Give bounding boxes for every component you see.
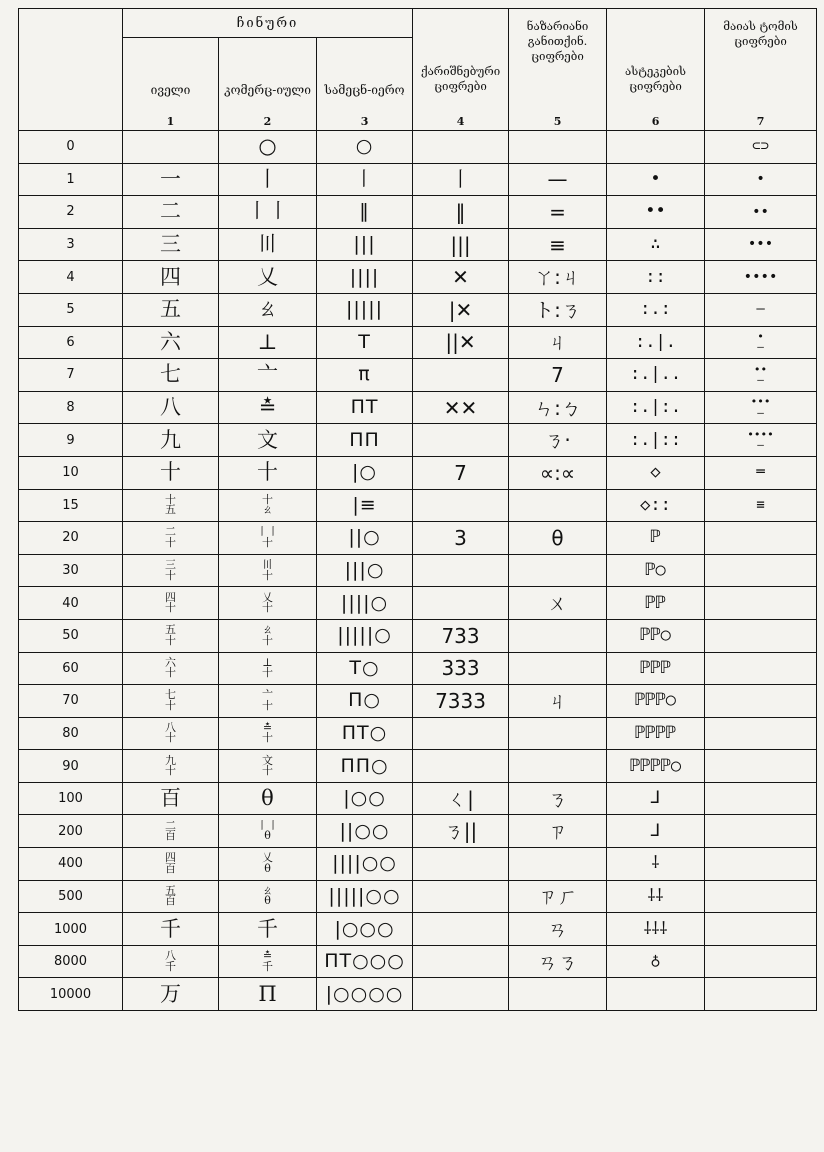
column-number-7: 7 xyxy=(705,102,817,131)
row-number-cell: 400 xyxy=(19,848,123,881)
glyph-cell-col-4: ‖ xyxy=(413,196,509,229)
glyph-cell-col-2: 乂 十 xyxy=(219,587,317,620)
glyph-cell-col-4: ||✕ xyxy=(413,326,509,359)
glyph-cell-col-7 xyxy=(705,913,817,946)
glyph-cell-col-6: ℙℙℙ○ xyxy=(607,685,705,718)
glyph-cell-col-7 xyxy=(705,978,817,1011)
glyph-cell-col-3: ПП xyxy=(317,424,413,457)
glyph-cell-col-2: ≛ 千 xyxy=(219,945,317,978)
table-row xyxy=(19,587,817,620)
glyph-cell-col-3: 丨 xyxy=(317,163,413,196)
row-number-cell: 6 xyxy=(19,326,123,359)
glyph-cell-col-2: ⊥ 十 xyxy=(219,652,317,685)
row-number-cell: 7 xyxy=(19,359,123,392)
table-row xyxy=(19,261,817,294)
row-number-cell: 1 xyxy=(19,163,123,196)
glyph-cell-col-7 xyxy=(705,522,817,555)
table-row xyxy=(19,717,817,750)
glyph-cell-col-4 xyxy=(413,750,509,783)
glyph-cell-col-5: ㄐ xyxy=(509,326,607,359)
glyph-cell-col-2: θ xyxy=(219,782,317,815)
row-number-cell: 80 xyxy=(19,717,123,750)
glyph-cell-col-1: 七 十 xyxy=(123,685,219,718)
glyph-cell-col-5: ㄋ· xyxy=(509,424,607,457)
row-number-cell: 50 xyxy=(19,619,123,652)
glyph-cell-col-4 xyxy=(413,913,509,946)
glyph-cell-col-6: ◇ xyxy=(607,456,705,489)
glyph-cell-col-6: ⅃ xyxy=(607,815,705,848)
chinese-group-header: ჩინური xyxy=(123,9,413,38)
row-number-cell: 3 xyxy=(19,228,123,261)
glyph-cell-col-7: — xyxy=(705,293,817,326)
glyph-cell-col-6: ℙℙℙℙ xyxy=(607,717,705,750)
glyph-cell-col-2: 〣 十 xyxy=(219,554,317,587)
glyph-cell-col-4: ㄋ|| xyxy=(413,815,509,848)
column-number-5: 5 xyxy=(509,102,607,131)
glyph-cell-col-7 xyxy=(705,717,817,750)
glyph-cell-col-6: ♁ xyxy=(607,945,705,978)
glyph-cell-col-2: Π xyxy=(219,978,317,1011)
glyph-cell-col-1: 八 十 xyxy=(123,717,219,750)
table-row xyxy=(19,815,817,848)
glyph-cell-col-6: ℙℙ xyxy=(607,587,705,620)
glyph-cell-col-6: ℙ○ xyxy=(607,554,705,587)
column-header-7: მაიას ტომის ციფრები xyxy=(705,9,817,103)
glyph-cell-col-4 xyxy=(413,587,509,620)
glyph-cell-col-1: 百 xyxy=(123,782,219,815)
glyph-cell-col-1: 七 xyxy=(123,359,219,392)
glyph-cell-col-2: ⊥ xyxy=(219,326,317,359)
glyph-cell-col-1: 八 千 xyxy=(123,945,219,978)
glyph-cell-col-1: 一 xyxy=(123,163,219,196)
glyph-cell-col-5: ≡ xyxy=(509,228,607,261)
glyph-cell-col-5: θ xyxy=(509,522,607,555)
glyph-cell-col-3: ПТ○ xyxy=(317,717,413,750)
glyph-cell-col-1: 六 xyxy=(123,326,219,359)
glyph-cell-col-3: |○○○○ xyxy=(317,978,413,1011)
row-number-cell: 8000 xyxy=(19,945,123,978)
glyph-cell-col-2: 十 ㄠ xyxy=(219,489,317,522)
glyph-cell-col-6: ∴ xyxy=(607,228,705,261)
glyph-cell-col-3: ‖ xyxy=(317,196,413,229)
column-header-5: ნაზარიანი განითქინ. ციფრები xyxy=(509,9,607,103)
column-number-3: 3 xyxy=(317,102,413,131)
table-row xyxy=(19,293,817,326)
glyph-cell-col-1: 五 xyxy=(123,293,219,326)
glyph-cell-col-3: Π○ xyxy=(317,685,413,718)
glyph-cell-col-5 xyxy=(509,750,607,783)
column-number-4: 4 xyxy=(413,102,509,131)
row-number-cell: 70 xyxy=(19,685,123,718)
table-row xyxy=(19,685,817,718)
glyph-cell-col-1: 五 十 xyxy=(123,619,219,652)
glyph-cell-col-6: :: xyxy=(607,261,705,294)
glyph-cell-col-7: •• — xyxy=(705,359,817,392)
glyph-cell-col-3: ○ xyxy=(317,131,413,164)
glyph-cell-col-6: ⸸ xyxy=(607,848,705,881)
table-row xyxy=(19,880,817,913)
glyph-cell-col-3: ||||○ xyxy=(317,587,413,620)
column-number-6: 6 xyxy=(607,102,705,131)
glyph-cell-col-1: 四 十 xyxy=(123,587,219,620)
glyph-cell-col-7: •• xyxy=(705,196,817,229)
table-row xyxy=(19,848,817,881)
row-number-cell: 2 xyxy=(19,196,123,229)
numeral-systems-table xyxy=(18,8,817,1011)
row-number-cell: 15 xyxy=(19,489,123,522)
glyph-cell-col-6: •• xyxy=(607,196,705,229)
glyph-cell-col-1: 六 十 xyxy=(123,652,219,685)
glyph-cell-col-4 xyxy=(413,424,509,457)
row-number-cell: 200 xyxy=(19,815,123,848)
row-number-cell: 10000 xyxy=(19,978,123,1011)
glyph-cell-col-4: 3 xyxy=(413,522,509,555)
row-number-cell: 4 xyxy=(19,261,123,294)
glyph-cell-col-1: 十 xyxy=(123,456,219,489)
row-number-cell: 5 xyxy=(19,293,123,326)
glyph-cell-col-5 xyxy=(509,652,607,685)
glyph-cell-col-3: |||| xyxy=(317,261,413,294)
row-number-cell: 8 xyxy=(19,391,123,424)
glyph-cell-col-7: ••• — xyxy=(705,391,817,424)
glyph-cell-col-3: ПТ xyxy=(317,391,413,424)
glyph-cell-col-6: ℙ xyxy=(607,522,705,555)
column-header-3: სამეცნ-იერო xyxy=(317,38,413,103)
corner-cell xyxy=(19,9,123,131)
glyph-cell-col-5 xyxy=(509,489,607,522)
row-number-cell: 9 xyxy=(19,424,123,457)
glyph-cell-col-3: π xyxy=(317,359,413,392)
glyph-cell-col-2: 十 xyxy=(219,456,317,489)
glyph-cell-col-1: 九 十 xyxy=(123,750,219,783)
glyph-cell-col-1: 三 十 xyxy=(123,554,219,587)
glyph-cell-col-2: ≛ xyxy=(219,391,317,424)
glyph-cell-col-5: ㄗ xyxy=(509,815,607,848)
glyph-cell-col-5: ∝:∝ xyxy=(509,456,607,489)
table-row xyxy=(19,391,817,424)
glyph-cell-col-7 xyxy=(705,782,817,815)
glyph-cell-col-4: |✕ xyxy=(413,293,509,326)
glyph-cell-col-3: ||||○○ xyxy=(317,848,413,881)
glyph-cell-col-4 xyxy=(413,880,509,913)
glyph-cell-col-4 xyxy=(413,131,509,164)
glyph-cell-col-2: 乂 θ xyxy=(219,848,317,881)
glyph-cell-col-2: 乂 xyxy=(219,261,317,294)
glyph-cell-col-2: 文 十 xyxy=(219,750,317,783)
glyph-cell-col-1: 三 xyxy=(123,228,219,261)
table-row xyxy=(19,652,817,685)
glyph-cell-col-2: ○ xyxy=(219,131,317,164)
glyph-cell-col-7: ••• xyxy=(705,228,817,261)
table-row xyxy=(19,978,817,1011)
glyph-cell-col-7 xyxy=(705,880,817,913)
glyph-cell-col-4: 7 xyxy=(413,456,509,489)
column-header-6: ასტეკების ციფრები xyxy=(607,9,705,103)
row-number-cell: 1000 xyxy=(19,913,123,946)
glyph-cell-col-5: ㄗㄏ xyxy=(509,880,607,913)
glyph-cell-col-7 xyxy=(705,750,817,783)
glyph-cell-col-2: 文 xyxy=(219,424,317,457)
row-number-cell: 10 xyxy=(19,456,123,489)
glyph-cell-col-7 xyxy=(705,945,817,978)
glyph-cell-col-7: •••• — xyxy=(705,424,817,457)
table-row xyxy=(19,228,817,261)
glyph-cell-col-2: ㄠ θ xyxy=(219,880,317,913)
glyph-cell-col-4 xyxy=(413,359,509,392)
glyph-cell-col-2: 亠 xyxy=(219,359,317,392)
glyph-cell-col-6 xyxy=(607,131,705,164)
glyph-cell-col-5: ト:ㄋ xyxy=(509,293,607,326)
glyph-cell-col-6: • xyxy=(607,163,705,196)
glyph-cell-col-4: 丨 xyxy=(413,163,509,196)
table-row xyxy=(19,196,817,229)
glyph-cell-col-5: 7 xyxy=(509,359,607,392)
glyph-cell-col-7 xyxy=(705,587,817,620)
glyph-cell-col-2: 千 xyxy=(219,913,317,946)
glyph-cell-col-5 xyxy=(509,131,607,164)
glyph-cell-col-5: ㄚ:ㄐ xyxy=(509,261,607,294)
glyph-cell-col-7: • xyxy=(705,163,817,196)
glyph-cell-col-1: 十 五 xyxy=(123,489,219,522)
glyph-cell-col-3: |≡ xyxy=(317,489,413,522)
table-row xyxy=(19,913,817,946)
glyph-cell-col-2: ≛ 十 xyxy=(219,717,317,750)
glyph-cell-col-3: |○○ xyxy=(317,782,413,815)
glyph-cell-col-2: 亠 十 xyxy=(219,685,317,718)
column-number-1: 1 xyxy=(123,102,219,131)
glyph-cell-col-6: :.|. xyxy=(607,326,705,359)
glyph-cell-col-5: ㄨ xyxy=(509,587,607,620)
glyph-cell-col-7: ⊂⊃ xyxy=(705,131,817,164)
table-row xyxy=(19,522,817,555)
glyph-cell-col-7 xyxy=(705,815,817,848)
glyph-cell-col-5 xyxy=(509,848,607,881)
glyph-cell-col-1: 九 xyxy=(123,424,219,457)
glyph-cell-col-5: ㄢ xyxy=(509,913,607,946)
glyph-cell-col-4 xyxy=(413,848,509,881)
glyph-cell-col-4: 333 xyxy=(413,652,509,685)
glyph-cell-col-5: = xyxy=(509,196,607,229)
glyph-cell-col-6: :.|:. xyxy=(607,391,705,424)
table-row xyxy=(19,131,817,164)
glyph-cell-col-1: 四 百 xyxy=(123,848,219,881)
glyph-cell-col-6: ⸸⸸⸸ xyxy=(607,913,705,946)
glyph-cell-col-7: ═ xyxy=(705,456,817,489)
glyph-cell-col-3: ПП○ xyxy=(317,750,413,783)
glyph-cell-col-4: ㄑ| xyxy=(413,782,509,815)
glyph-cell-col-6: ⸸⸸ xyxy=(607,880,705,913)
glyph-cell-col-7: ≡ xyxy=(705,489,817,522)
column-header-2: კომერც-იული xyxy=(219,38,317,103)
glyph-cell-col-2: 〣 xyxy=(219,228,317,261)
glyph-cell-col-1: 万 xyxy=(123,978,219,1011)
glyph-cell-col-6: ◇:: xyxy=(607,489,705,522)
glyph-cell-col-3: |○○○ xyxy=(317,913,413,946)
glyph-cell-col-2: ㄠ xyxy=(219,293,317,326)
glyph-cell-col-6 xyxy=(607,978,705,1011)
glyph-cell-col-3: |○ xyxy=(317,456,413,489)
glyph-cell-col-4 xyxy=(413,717,509,750)
glyph-cell-col-4: 7333 xyxy=(413,685,509,718)
glyph-cell-col-1 xyxy=(123,131,219,164)
glyph-cell-col-1: 四 xyxy=(123,261,219,294)
glyph-cell-col-5 xyxy=(509,554,607,587)
row-number-cell: 20 xyxy=(19,522,123,555)
glyph-cell-col-2: 〡〡 十 xyxy=(219,522,317,555)
glyph-cell-col-6: :.|.. xyxy=(607,359,705,392)
row-number-cell: 0 xyxy=(19,131,123,164)
table-row xyxy=(19,619,817,652)
glyph-cell-col-6: :.|:: xyxy=(607,424,705,457)
glyph-cell-col-6: ℙℙ○ xyxy=(607,619,705,652)
glyph-cell-col-1: 八 xyxy=(123,391,219,424)
glyph-cell-col-4 xyxy=(413,945,509,978)
table-row xyxy=(19,750,817,783)
glyph-cell-col-5 xyxy=(509,619,607,652)
table-row xyxy=(19,359,817,392)
table-row xyxy=(19,489,817,522)
glyph-cell-col-3: T xyxy=(317,326,413,359)
glyph-cell-col-3: |||||○ xyxy=(317,619,413,652)
table-row xyxy=(19,326,817,359)
glyph-cell-col-5: ㄐ xyxy=(509,685,607,718)
table-row xyxy=(19,163,817,196)
table-row xyxy=(19,782,817,815)
row-number-cell: 40 xyxy=(19,587,123,620)
glyph-cell-col-5: ㄢㄋ xyxy=(509,945,607,978)
glyph-cell-col-2: 〡〡 xyxy=(219,196,317,229)
glyph-cell-col-7: • — xyxy=(705,326,817,359)
glyph-cell-col-3: ||○○ xyxy=(317,815,413,848)
glyph-cell-col-5: — xyxy=(509,163,607,196)
column-header-1: იველი xyxy=(123,38,219,103)
glyph-cell-col-3: ||○ xyxy=(317,522,413,555)
glyph-cell-col-4: ✕ xyxy=(413,261,509,294)
glyph-cell-col-4 xyxy=(413,978,509,1011)
glyph-cell-col-6: ⅃ xyxy=(607,782,705,815)
glyph-cell-col-4: 733 xyxy=(413,619,509,652)
column-number-2: 2 xyxy=(219,102,317,131)
glyph-cell-col-7: •••• xyxy=(705,261,817,294)
glyph-cell-col-2: 〡〡 θ xyxy=(219,815,317,848)
glyph-cell-col-1: 五 百 xyxy=(123,880,219,913)
glyph-cell-col-3: |||||○○ xyxy=(317,880,413,913)
row-number-cell: 90 xyxy=(19,750,123,783)
glyph-cell-col-6: :.: xyxy=(607,293,705,326)
glyph-cell-col-1: 千 xyxy=(123,913,219,946)
glyph-cell-col-2: 丨 xyxy=(219,163,317,196)
row-number-cell: 500 xyxy=(19,880,123,913)
glyph-cell-col-1: 二 百 xyxy=(123,815,219,848)
glyph-cell-col-4: ||| xyxy=(413,228,509,261)
table-row xyxy=(19,456,817,489)
glyph-cell-col-2: ㄠ 十 xyxy=(219,619,317,652)
glyph-cell-col-6: ℙℙℙℙ○ xyxy=(607,750,705,783)
glyph-cell-col-5: ㄋ xyxy=(509,782,607,815)
row-number-cell: 60 xyxy=(19,652,123,685)
glyph-cell-col-7 xyxy=(705,652,817,685)
column-header-4: ქარიშნებური ციფრები xyxy=(413,9,509,103)
glyph-cell-col-4 xyxy=(413,489,509,522)
glyph-cell-col-5 xyxy=(509,978,607,1011)
glyph-cell-col-7 xyxy=(705,685,817,718)
row-number-cell: 100 xyxy=(19,782,123,815)
glyph-cell-col-6: ℙℙℙ xyxy=(607,652,705,685)
glyph-cell-col-7 xyxy=(705,619,817,652)
glyph-cell-col-5: ㄣ:ㄅ xyxy=(509,391,607,424)
glyph-cell-col-7 xyxy=(705,554,817,587)
table-row xyxy=(19,554,817,587)
glyph-cell-col-7 xyxy=(705,848,817,881)
glyph-cell-col-5 xyxy=(509,717,607,750)
glyph-cell-col-1: 二 十 xyxy=(123,522,219,555)
glyph-cell-col-1: 二 xyxy=(123,196,219,229)
glyph-cell-col-3: |||○ xyxy=(317,554,413,587)
glyph-cell-col-3: ||||| xyxy=(317,293,413,326)
glyph-cell-col-3: ПТ○○○ xyxy=(317,945,413,978)
table-row xyxy=(19,424,817,457)
glyph-cell-col-3: ||| xyxy=(317,228,413,261)
glyph-cell-col-4 xyxy=(413,554,509,587)
numeral-rows xyxy=(19,131,817,1011)
glyph-cell-col-4: ✕✕ xyxy=(413,391,509,424)
row-number-cell: 30 xyxy=(19,554,123,587)
glyph-cell-col-3: T○ xyxy=(317,652,413,685)
table-row xyxy=(19,945,817,978)
